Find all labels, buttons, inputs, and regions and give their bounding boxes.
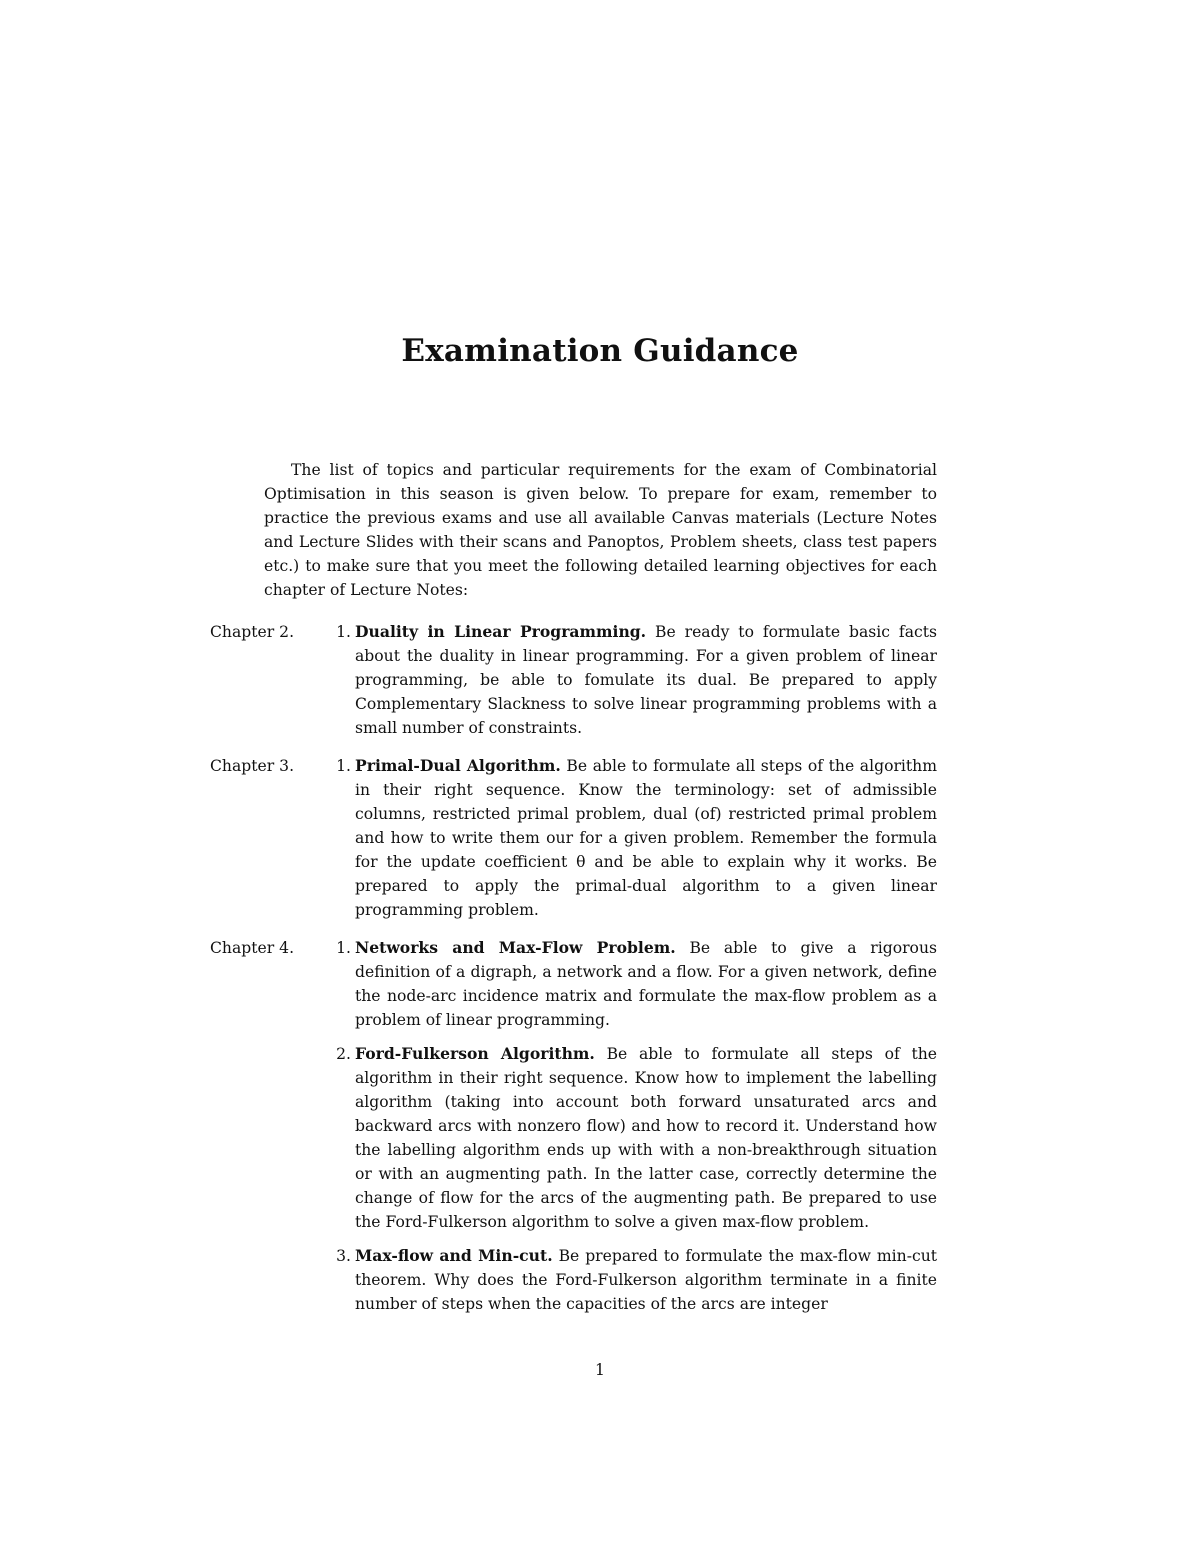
objective-item bbox=[336, 1042, 937, 1234]
item-number: 1. bbox=[336, 939, 351, 957]
item-number: 1. bbox=[336, 623, 351, 641]
item-text: Be prepared to formulate the max-flow min-cut theorem. Why does the Ford-Fulkerson algorithm terminate in a finite number of steps when the capacities of the arcs are integer bbox=[355, 1247, 938, 1313]
objective-item bbox=[336, 1244, 938, 1316]
chapter-label: Chapter 2. bbox=[210, 623, 295, 641]
item-title: Ford-Fulkerson Algorithm. bbox=[355, 1044, 595, 1063]
item-number: 2. bbox=[336, 1045, 351, 1063]
item-text: Be able to formulate all steps of the algorithm in their right sequence. Know how to implement the labelling algorithm (taking into account both forward unsaturated arcs and backward arcs with nonzero flow) and how to record it. Understand how the labelling algorithm ends up with with a non-breakthrough situation or with an augmenting path. In the latter case, correctly determine the change of flow for the arcs of the augmenting path. Be prepared to use the Ford-Fulkerson algorithm to solve a given max-flow problem. bbox=[355, 1045, 937, 1231]
chapter-4 bbox=[210, 936, 937, 1316]
chapter-3 bbox=[210, 754, 937, 922]
chapter-2 bbox=[210, 620, 937, 740]
item-number: 3. bbox=[336, 1247, 351, 1265]
item-title: Networks and Max-Flow Problem. bbox=[355, 938, 676, 957]
item-text: Be ready to formulate basic facts about the duality in linear programming. For a given problem of linear programming, be able to fomulate its dual. Be prepared to apply Complementary Slackness to solve linear programming problems with a small number of constraints. bbox=[355, 623, 937, 737]
item-text: Be able to give a rigorous definition of a digraph, a network and a flow. For a given network, define the node-arc incidence matrix and formulate the max-flow problem as a problem of linear programming. bbox=[355, 939, 937, 1029]
item-title: Duality in Linear Programming. bbox=[355, 622, 647, 641]
chapter-label: Chapter 4. bbox=[210, 939, 295, 957]
chapter-label: Chapter 3. bbox=[210, 757, 295, 775]
intro-paragraph: The list of topics and particular requirements for the exam of Combinatorial Optimisation in this season is given below. To prepare for exam, remember to practice the previous exams and use all available Canvas materials (Lecture Notes and Lecture Slides with their scans and Panoptos, Problem sheets, class test papers etc.) to make sure that you meet the following detailed learning objectives for each chapter of Lecture Notes: bbox=[264, 461, 937, 599]
item-title: Primal-Dual Algorithm. bbox=[355, 756, 561, 775]
item-text: Be able to formulate all steps of the algorithm in their right sequence. Know the terminology: set of admissible columns, restricted primal problem, dual (of) restricted primal problem and how to write them our for a given problem. Remember the formula for the update coefficient θ and be able to explain why it works. Be prepared to apply the primal-dual algorithm to a given linear programming problem. bbox=[355, 757, 938, 919]
item-number: 1. bbox=[336, 757, 351, 775]
chapter-list bbox=[210, 620, 937, 1330]
objective-item bbox=[336, 620, 937, 740]
page-title: Examination Guidance bbox=[401, 332, 799, 369]
page-number: 1 bbox=[595, 1361, 605, 1379]
objective-item bbox=[336, 936, 937, 1032]
objective-item bbox=[336, 754, 938, 922]
item-title: Max-flow and Min-cut. bbox=[355, 1246, 553, 1265]
